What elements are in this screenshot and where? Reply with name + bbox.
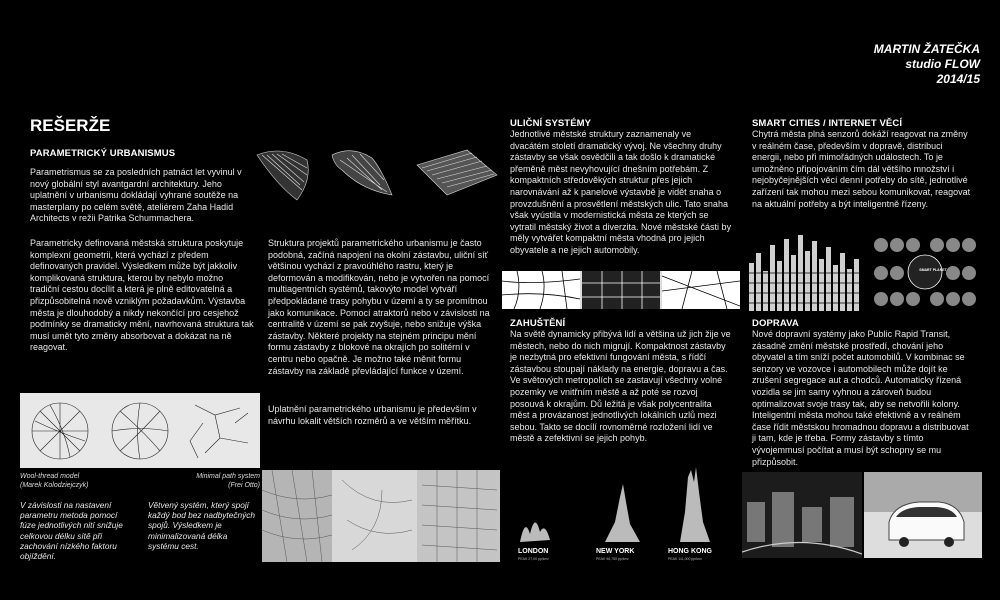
year: 2014/15 — [936, 72, 980, 86]
density-graph-icon — [510, 462, 740, 547]
hexagon-network-icon — [867, 233, 982, 311]
street-map-icon — [502, 271, 740, 309]
city-label-london: LONDON — [518, 548, 549, 555]
hexagon-network — [867, 233, 982, 311]
streets-body: Jednotlivé městské struktury zaznamenaly ve dvacátém století dramatický vývoj. Ne všechny druhy zástavby se však osvědčili a tak došlo k dramatické přeměně měst nevyhovující dnešním potřebám. Z kompaktních středověkých struktur přes jejich narovnávání až k panelové výstavbě je vidět snaha o provzdušnění a prosvětlení městských ulic. Tato snaha však vyústila v modernistická města ze kterých se vytratil městský život a diverzita. Nové městské části by měly vytvářet kompaktní města vhodná pro jejich obyvatele a ne jejich automobily. — [510, 129, 732, 255]
night-city-image — [742, 472, 862, 558]
parametric-p3: Struktura projektů parametrického urbanismu je často podobná, začíná napojení na okolní zástavbu, uliční síť většinou vychází z pravoúhlého rastru, který je deformován a modifikován, nebo je vytvořen na pomocí multiagentních systémů, takovýto model vytváří předpokládané trasy pohybu v území a ty se promítnou jako komunikace. Pomocí atraktorů nebo v závislosti na centralitě v území se pak zvyšuje, nebo snižuje výška zástavby. Některé projekty na stejném principu mění formu zástavby z blokové na okrajích po solitérní v centru nebo opačně. Je možno také měnit formu zástavby na základě převládající funkce v území. — [268, 238, 490, 376]
parametric-p2: Parametricky definovaná městská struktura poskytuje komplexní geometrii, která vychází z předem definovaných pravidel. Výsledkem může být jakkoliv komplikovaná struktura, kterou by nebylo možno tradiční cestou docílit a která je plně editovatelná a přizpůsobitelná nově vzniklým požadavkům. Výstavba města je dlouhodobý a nikdy nekončící pro cesjehož podmínky se dramaticky mění, navrhovaná struktura tak musí umět tyto změny absorbovat a dokázat na ně reagovat. — [30, 238, 254, 353]
smart-heading: SMART CITIES / INTERNET VĚCÍ — [752, 118, 903, 129]
note-wool: V závislosti na nastavení parametru metoda pomocí fúze jednotlivých nití snižuje celkovou délku sítě při zachování nízkého faktoru objíždění. — [20, 500, 123, 562]
pod-vehicle-icon — [864, 472, 982, 558]
city-peak-london: PEAK 27,00 pp/km² — [518, 557, 549, 561]
smart-body: Chytrá města plná senzorů dokáží reagovat na změny v reálném čase, především v dopravě, distribuci energii, nebo při mimořádných událostech. To je umožněno připojováním čím dál většího množství i nejobyčejnějších věcí denní potřeby do sítě, jednotlivé zařízení tak mohou mezi sebou komunikovat, reagovat na aktuální potřeby a být inteligentně řízeny. — [752, 129, 971, 209]
wool-thread-model-icon — [20, 393, 260, 468]
parametric-city-images — [262, 470, 500, 562]
density-heading: ZAHUŠTĚNÍ — [510, 318, 566, 329]
streets-heading: ULIČNÍ SYSTÉMY — [510, 118, 592, 129]
studio-name: studio FLOW — [905, 57, 980, 71]
city-label-new-york: NEW YORK — [596, 548, 635, 555]
wool-thread-images — [20, 393, 260, 468]
note-minimal: Větvený systém, který spojí každý bod bez nadbytečných spojů. Výsledkem je minimalizovaná délka systému cest. — [148, 500, 256, 551]
caption-minimal: Minimal path system (Frei Otto) — [196, 473, 260, 489]
city-peak-new-york: PEAK 96,750 pp/km² — [596, 557, 629, 561]
parametric-p4: Uplatnění parametrického urbanismu je především v návrhu lokalit větších rozměrů a ve větším měřítku. — [268, 404, 477, 426]
city-peak-hong-kong: PEAK 111,000 pp/km² — [668, 557, 703, 561]
page-title: REŠERŽE — [30, 116, 111, 135]
author-block — [874, 42, 980, 87]
author-name: MARTIN ŽATEČKA — [873, 42, 980, 56]
density-body: Na světě dynamicky přibývá lidí a většina už jich žije ve městech, nebo do nich migrují. Kompaktnost zástavby je nezbytná pro efektivní fungování města, s řídčí zástavbou stoupají náklady na energie, dopravu a čas. Ve světových metropolích se zastavují všechny volné pozemky ve vnitřním městě a až poté se rozvoj posouvá k okrajům. Dů ležitá je však polycentralita měst a provázanost jednotlivých lokálních uzlů mezi sebou. Takto se docílí rovnoměrné rozložení lidí ve městě a zefektivní se jejich pohyb. — [510, 329, 731, 444]
parametric-render-images — [252, 140, 502, 215]
data-city-icon — [745, 233, 867, 311]
night-city-icon — [742, 472, 862, 558]
smart-planet-badge: SMART PLANET — [919, 268, 947, 272]
transport-heading: DOPRAVA — [752, 318, 799, 329]
city-label-hong-kong: HONG KONG — [668, 548, 712, 555]
street-maps — [502, 271, 740, 309]
pod-vehicle-image — [864, 472, 982, 558]
data-city-image — [745, 233, 867, 311]
parametric-heading: PARAMETRICKÝ URBANISMUS — [30, 148, 176, 159]
parametric-render-icon — [252, 140, 502, 215]
transport-body: Nové dopravní systémy jako Public Rapid Transit, zásadně změní městské prostředí, chování jeho obyvatel a tím sníží počet automobilů. V kombinac se senzory ve vozovce i automobilech může dojít ke zrušení segregace aut a chodců. Automaticky řízená vozidla se jim samy vyhnou a zároveň budou optimalizovat svoje trasy tak, aby se netvořili kolony. Inteligentní města mohou také efektivně a v reálném čase řídit městskou hromadnou dopravu a distribuovat ji tam, kde je třeba. Formy zástavby s tímto vývojemmusí počítat a musí být schopny se mu přizpůsobit. — [752, 329, 969, 467]
caption-wool: Wool-thread model (Marek Kolodziejczyk) — [20, 473, 89, 489]
parametric-city-icon — [262, 470, 500, 562]
density-graph — [510, 462, 740, 547]
parametric-p1: Parametrismus se za posledních patnáct let vyvinul v nový globální styl avantgardní architektury. Jeho uplatnění v urbanismu dokládají vyhrané soutěže na masterplany po celém světě, ateliérem Zaha Hadid Architects v režii Patrika Schummachera. — [30, 167, 242, 224]
